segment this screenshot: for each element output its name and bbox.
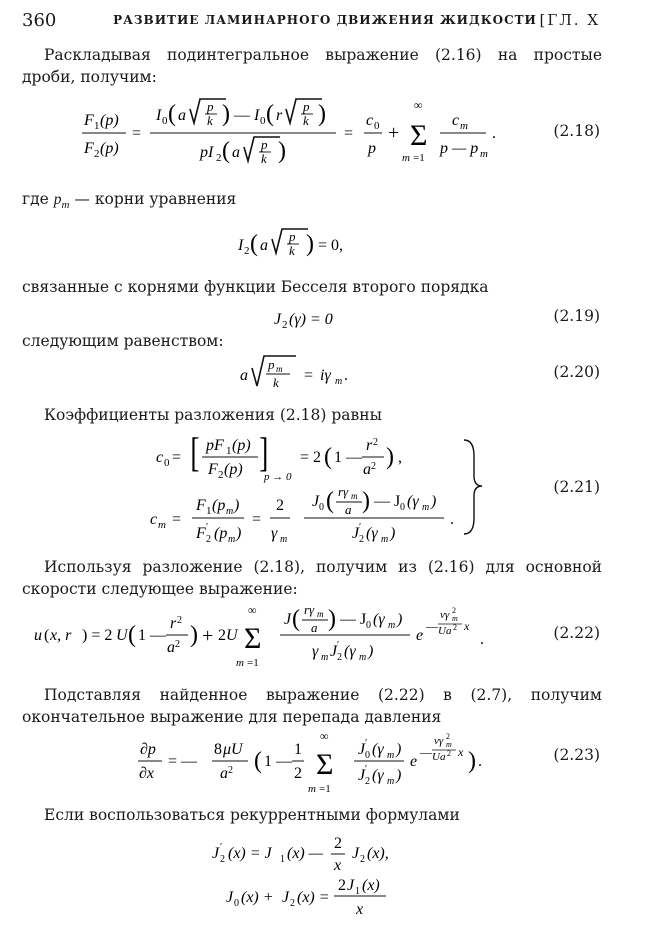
svg-text:2: 2 xyxy=(446,732,450,741)
svg-text:p → 0: p → 0 xyxy=(264,471,292,483)
svg-text:1: 1 xyxy=(226,445,232,457)
svg-text:(x) +: (x) + xyxy=(241,889,274,906)
svg-text:= —: = — xyxy=(168,753,198,770)
svg-text:(γ: (γ xyxy=(407,493,419,510)
paragraph-4: следующим равенством: xyxy=(22,332,224,350)
equation-roots-graphic xyxy=(0,218,420,268)
equation-2-21-graphic xyxy=(0,430,560,544)
svg-text:=: = xyxy=(172,449,182,466)
svg-text:I: I xyxy=(254,107,260,124)
svg-text:2: 2 xyxy=(365,776,370,787)
svg-text:u: u xyxy=(34,627,42,644)
svg-text:a: a xyxy=(232,144,240,161)
svg-text:8: 8 xyxy=(214,741,222,758)
svg-text:(: ( xyxy=(254,748,262,774)
svg-text:(γ: (γ xyxy=(372,741,384,758)
svg-text:): ) xyxy=(368,643,374,660)
svg-text:γ: γ xyxy=(271,525,278,542)
equation-2-23-graphic xyxy=(0,730,560,800)
equation-2-20-graphic xyxy=(0,350,420,396)
svg-text:): ) xyxy=(222,101,230,127)
svg-text:a: a xyxy=(167,639,175,656)
paragraph-3: связанные с корнями функции Бесселя второго порядка xyxy=(22,278,489,296)
svg-text:— J: — J xyxy=(340,611,367,628)
svg-text:(p): (p) xyxy=(100,112,119,129)
svg-text:(γ: (γ xyxy=(344,643,356,660)
svg-text:2: 2 xyxy=(447,749,451,758)
svg-text:m: m xyxy=(236,657,244,669)
svg-text:2: 2 xyxy=(218,627,226,644)
running-header xyxy=(0,8,650,32)
svg-text:m: m xyxy=(460,120,468,132)
equation-recurrence-graphic xyxy=(0,832,520,948)
svg-text:c: c xyxy=(156,449,164,466)
svg-text:2: 2 xyxy=(338,877,346,894)
svg-text:m: m xyxy=(381,534,389,544)
svg-text:(p): (p) xyxy=(100,140,119,157)
svg-text:pI: pI xyxy=(200,144,214,161)
svg-text:m: m xyxy=(228,534,236,544)
svg-text:0: 0 xyxy=(260,115,266,127)
svg-text:pF: pF xyxy=(206,437,224,454)
svg-text:1: 1 xyxy=(206,505,212,517)
svg-text:m: m xyxy=(359,652,367,663)
svg-text:′: ′ xyxy=(365,764,368,775)
svg-text:x, r: x, r xyxy=(50,627,72,644)
svg-text:=: = xyxy=(252,511,262,528)
equation-number-2-20: (2.20) xyxy=(553,363,600,381)
svg-text:=: = xyxy=(304,367,314,384)
svg-text:m: m xyxy=(402,152,410,164)
equation-2-23 xyxy=(0,730,650,800)
svg-text:J: J xyxy=(358,741,366,758)
svg-text:p — p: p — p xyxy=(440,140,479,157)
svg-text:0: 0 xyxy=(162,115,168,127)
equation-number-2-21: (2.21) xyxy=(553,478,600,496)
svg-text:∂x: ∂x xyxy=(139,765,155,782)
svg-text:x: x xyxy=(458,745,464,759)
equation-2-18 xyxy=(0,95,650,175)
svg-text:): ) xyxy=(397,611,403,628)
svg-text:J: J xyxy=(352,525,360,542)
svg-text:F: F xyxy=(196,525,206,542)
equation-2-21 xyxy=(0,430,650,544)
svg-text:′: ′ xyxy=(206,522,209,533)
svg-text:): ) xyxy=(306,231,314,257)
svg-text:J: J xyxy=(347,877,355,894)
svg-text:m: m xyxy=(226,506,234,517)
svg-text:2: 2 xyxy=(334,835,342,852)
svg-text:m: m xyxy=(422,502,430,513)
svg-text:=1: =1 xyxy=(247,657,259,669)
svg-text:∞: ∞ xyxy=(320,730,329,743)
svg-text:): ) xyxy=(328,606,336,632)
svg-text:2: 2 xyxy=(360,854,365,865)
equation-2-20 xyxy=(0,350,650,396)
svg-text:— J: — J xyxy=(374,493,401,510)
svg-text:2: 2 xyxy=(373,437,378,448)
svg-text:=1: =1 xyxy=(319,783,331,795)
svg-text:(p: (p xyxy=(212,497,226,514)
svg-text:) = 2: ) = 2 xyxy=(82,627,113,644)
svg-text:r: r xyxy=(276,107,283,124)
equation-number-2-22: (2.22) xyxy=(553,624,600,642)
svg-text:(x),: (x), xyxy=(367,845,389,862)
svg-text:m: m xyxy=(480,148,488,160)
svg-text:(γ: (γ xyxy=(373,611,385,628)
svg-text:(: ( xyxy=(250,231,258,257)
svg-text:c: c xyxy=(150,511,158,528)
paragraph-7: Подставляя найденное выражение (2.22) в (2.7), получим окончательное выражение для перепада давления xyxy=(22,686,602,726)
svg-text:): ) xyxy=(278,138,286,164)
svg-text:Σ: Σ xyxy=(316,748,334,781)
paragraph-8: Если воспользоваться рекуррентными формулами xyxy=(44,806,460,824)
svg-text:]: ] xyxy=(259,430,269,476)
svg-text:e: e xyxy=(416,627,424,644)
svg-text:): ) xyxy=(431,493,437,510)
svg-text:a: a xyxy=(345,502,352,517)
svg-text:0: 0 xyxy=(365,750,370,761)
svg-text:2: 2 xyxy=(94,148,100,160)
svg-text:x: x xyxy=(464,619,470,633)
svg-text:(: ( xyxy=(222,138,230,164)
svg-text:2: 2 xyxy=(294,765,302,782)
svg-text:): ) xyxy=(190,622,198,648)
svg-text:νγ: νγ xyxy=(440,609,450,621)
svg-text:.: . xyxy=(344,367,348,384)
svg-text:νγ: νγ xyxy=(434,735,444,747)
svg-text:2: 2 xyxy=(290,898,295,909)
svg-text:F: F xyxy=(196,497,206,514)
svg-text:iγ: iγ xyxy=(320,367,331,384)
svg-text:2: 2 xyxy=(206,534,211,544)
svg-text:m: m xyxy=(388,620,396,631)
svg-text:+: + xyxy=(202,625,214,647)
svg-text:0: 0 xyxy=(234,898,239,909)
equation-2-22-graphic xyxy=(0,604,560,676)
svg-text:2: 2 xyxy=(282,319,288,331)
svg-text:′: ′ xyxy=(359,522,362,533)
svg-text:a: a xyxy=(260,237,268,254)
svg-text:2: 2 xyxy=(244,245,250,257)
page-number: 360 xyxy=(22,10,57,31)
svg-text:r: r xyxy=(366,437,373,454)
svg-text:m: m xyxy=(446,740,452,749)
svg-text:∂p: ∂p xyxy=(140,741,156,758)
svg-text:F: F xyxy=(208,461,218,478)
svg-text:+: + xyxy=(388,122,400,144)
svg-text:(p): (p) xyxy=(224,461,243,478)
svg-text:2: 2 xyxy=(216,152,222,164)
svg-text:J: J xyxy=(282,889,290,906)
svg-text:k: k xyxy=(289,243,295,258)
svg-text:(p: (p xyxy=(214,525,228,542)
svg-text:m: m xyxy=(387,776,395,787)
svg-text:m: m xyxy=(308,783,316,795)
svg-text:Σ: Σ xyxy=(244,622,262,655)
svg-text:I: I xyxy=(156,107,162,124)
svg-text:r: r xyxy=(170,615,177,632)
svg-text:J: J xyxy=(352,845,360,862)
svg-text:J: J xyxy=(274,311,282,328)
svg-text:(x) =: (x) = xyxy=(297,889,330,906)
equation-2-18-graphic xyxy=(0,95,560,175)
svg-text:(: ( xyxy=(128,622,136,648)
svg-text:2: 2 xyxy=(453,623,457,632)
paragraph-2: где $p_m$ — корни уравнения xyxy=(22,190,237,212)
svg-text:k: k xyxy=(207,113,213,128)
svg-text:J: J xyxy=(358,767,366,784)
svg-text:p: p xyxy=(368,140,376,157)
svg-text:2: 2 xyxy=(220,854,225,865)
svg-text:a: a xyxy=(240,367,248,384)
svg-text:Ua: Ua xyxy=(432,751,446,763)
svg-text:2: 2 xyxy=(175,639,180,650)
svg-text:,: , xyxy=(398,449,402,466)
svg-text:p: p xyxy=(207,99,214,114)
svg-text:I: I xyxy=(238,237,244,254)
svg-text:∞: ∞ xyxy=(414,98,423,112)
svg-text:m: m xyxy=(158,519,166,531)
svg-text:J: J xyxy=(312,493,320,510)
svg-text:(γ: (γ xyxy=(372,767,384,784)
svg-text:.: . xyxy=(480,631,484,648)
svg-text:1: 1 xyxy=(294,741,302,758)
equation-number-2-19: (2.19) xyxy=(553,307,600,325)
svg-text:2: 2 xyxy=(371,461,376,472)
svg-text:m: m xyxy=(387,750,395,761)
svg-text:): ) xyxy=(386,444,394,470)
svg-text:F: F xyxy=(84,112,94,129)
svg-text:U: U xyxy=(226,627,238,644)
svg-text:p: p xyxy=(303,99,310,114)
svg-text:=: = xyxy=(172,511,182,528)
svg-text:= 0,: = 0, xyxy=(318,237,344,254)
svg-text:): ) xyxy=(362,488,370,514)
svg-text:—: — xyxy=(426,619,438,633)
svg-text:—: — xyxy=(420,745,432,759)
svg-text:=1: =1 xyxy=(413,152,425,164)
svg-text:Σ: Σ xyxy=(410,119,428,152)
paragraph-5: Коэффициенты разложения (2.18) равны xyxy=(44,406,382,424)
svg-text:= 2: = 2 xyxy=(300,449,322,466)
svg-text:′: ′ xyxy=(220,842,223,853)
running-title: РАЗВИТИЕ ЛАМИНАРНОГО ДВИЖЕНИЯ ЖИДКОСТИ xyxy=(113,13,537,27)
svg-text:k: k xyxy=(303,113,309,128)
svg-text:J: J xyxy=(212,845,220,862)
svg-text:): ) xyxy=(468,748,476,774)
svg-text:m: m xyxy=(317,609,324,619)
svg-text:rγ: rγ xyxy=(338,484,349,499)
svg-text:1 —: 1 — xyxy=(264,753,292,770)
svg-text:.: . xyxy=(492,125,496,142)
svg-text:(x): (x) xyxy=(362,877,380,894)
svg-text:J: J xyxy=(226,889,234,906)
svg-text:x: x xyxy=(334,857,342,874)
svg-text:p: p xyxy=(289,229,296,244)
svg-text:(x) = J: (x) = J xyxy=(228,845,272,862)
svg-text:F: F xyxy=(84,140,94,157)
svg-text:(: ( xyxy=(326,488,334,514)
svg-text:rγ: rγ xyxy=(304,604,315,617)
svg-text:2: 2 xyxy=(228,765,233,776)
svg-text:(: ( xyxy=(292,606,300,632)
svg-text:0: 0 xyxy=(319,502,324,513)
svg-text:′: ′ xyxy=(337,640,340,651)
svg-text:′: ′ xyxy=(365,738,368,749)
svg-text:.: . xyxy=(478,753,482,770)
equation-number-2-18: (2.18) xyxy=(553,122,600,140)
svg-text:1 —: 1 — xyxy=(138,627,166,644)
paragraph-6: Используя разложение (2.18), получим из (2.16) для основной скорости следующее выражение: xyxy=(22,558,602,598)
svg-text:0: 0 xyxy=(400,502,405,513)
svg-text:1: 1 xyxy=(94,120,100,132)
svg-text:): ) xyxy=(318,101,326,127)
svg-text:(: ( xyxy=(324,444,332,470)
svg-text:J: J xyxy=(284,611,292,628)
svg-text:2: 2 xyxy=(276,497,284,514)
svg-text:): ) xyxy=(234,497,240,514)
svg-text:1 —: 1 — xyxy=(334,449,362,466)
svg-text:2: 2 xyxy=(452,606,456,615)
svg-text:.: . xyxy=(450,511,454,528)
svg-text:0: 0 xyxy=(366,620,371,631)
svg-text:): ) xyxy=(390,525,396,542)
svg-text:=: = xyxy=(344,125,354,142)
svg-text:—: — xyxy=(234,107,250,124)
svg-text:J: J xyxy=(330,643,338,660)
svg-text:[: [ xyxy=(190,430,200,476)
svg-text:(γ) = 0: (γ) = 0 xyxy=(289,311,333,328)
svg-text:k: k xyxy=(261,151,267,166)
equation-roots xyxy=(0,218,650,268)
svg-text:a: a xyxy=(178,107,186,124)
equation-recurrence xyxy=(0,832,650,948)
svg-text:(: ( xyxy=(266,101,274,127)
svg-text:m: m xyxy=(351,491,358,501)
svg-text:2: 2 xyxy=(218,469,224,481)
svg-text:m: m xyxy=(321,652,329,663)
chapter-marker: [ГЛ. X xyxy=(539,11,600,29)
svg-text:2: 2 xyxy=(359,534,364,544)
svg-text:Ua: Ua xyxy=(438,625,452,637)
svg-text:(γ: (γ xyxy=(366,525,378,542)
svg-text:1: 1 xyxy=(280,854,285,865)
equation-2-19 xyxy=(0,302,650,332)
svg-text:p: p xyxy=(268,357,275,372)
equation-2-22 xyxy=(0,604,650,676)
paragraph-1: Раскладывая подинтегральное выражение (2.16) на простые дроби, получим: xyxy=(22,46,602,86)
svg-text:m: m xyxy=(280,534,288,544)
svg-text:a: a xyxy=(363,461,371,478)
svg-text:1: 1 xyxy=(355,886,360,897)
svg-text:m: m xyxy=(452,614,458,623)
equation-number-2-23: (2.23) xyxy=(553,746,600,764)
svg-text:): ) xyxy=(396,741,402,758)
svg-text:p: p xyxy=(261,137,268,152)
svg-text:a: a xyxy=(220,765,228,782)
svg-text:): ) xyxy=(236,525,242,542)
svg-text:=: = xyxy=(132,125,142,142)
svg-text:e: e xyxy=(410,753,418,770)
svg-text:∞: ∞ xyxy=(248,604,257,617)
svg-text:c: c xyxy=(366,112,374,129)
equation-2-19-graphic xyxy=(0,302,420,332)
svg-text:(: ( xyxy=(168,101,176,127)
svg-text:a: a xyxy=(311,620,318,635)
svg-text:(p): (p) xyxy=(232,437,251,454)
svg-text:0: 0 xyxy=(374,120,380,132)
svg-text:k: k xyxy=(273,375,279,390)
svg-text:(x) —: (x) — xyxy=(287,845,323,862)
svg-text:(: ( xyxy=(44,627,50,644)
svg-text:m: m xyxy=(276,364,283,374)
svg-text:μU: μU xyxy=(223,741,243,758)
svg-text:m: m xyxy=(335,376,343,387)
svg-text:x: x xyxy=(356,901,364,918)
svg-text:2: 2 xyxy=(337,652,342,663)
svg-text:0: 0 xyxy=(164,457,170,469)
svg-text:γ: γ xyxy=(312,643,319,660)
svg-text:U: U xyxy=(116,627,128,644)
svg-text:c: c xyxy=(452,112,460,129)
svg-text:): ) xyxy=(396,767,402,784)
svg-text:2: 2 xyxy=(177,615,182,626)
